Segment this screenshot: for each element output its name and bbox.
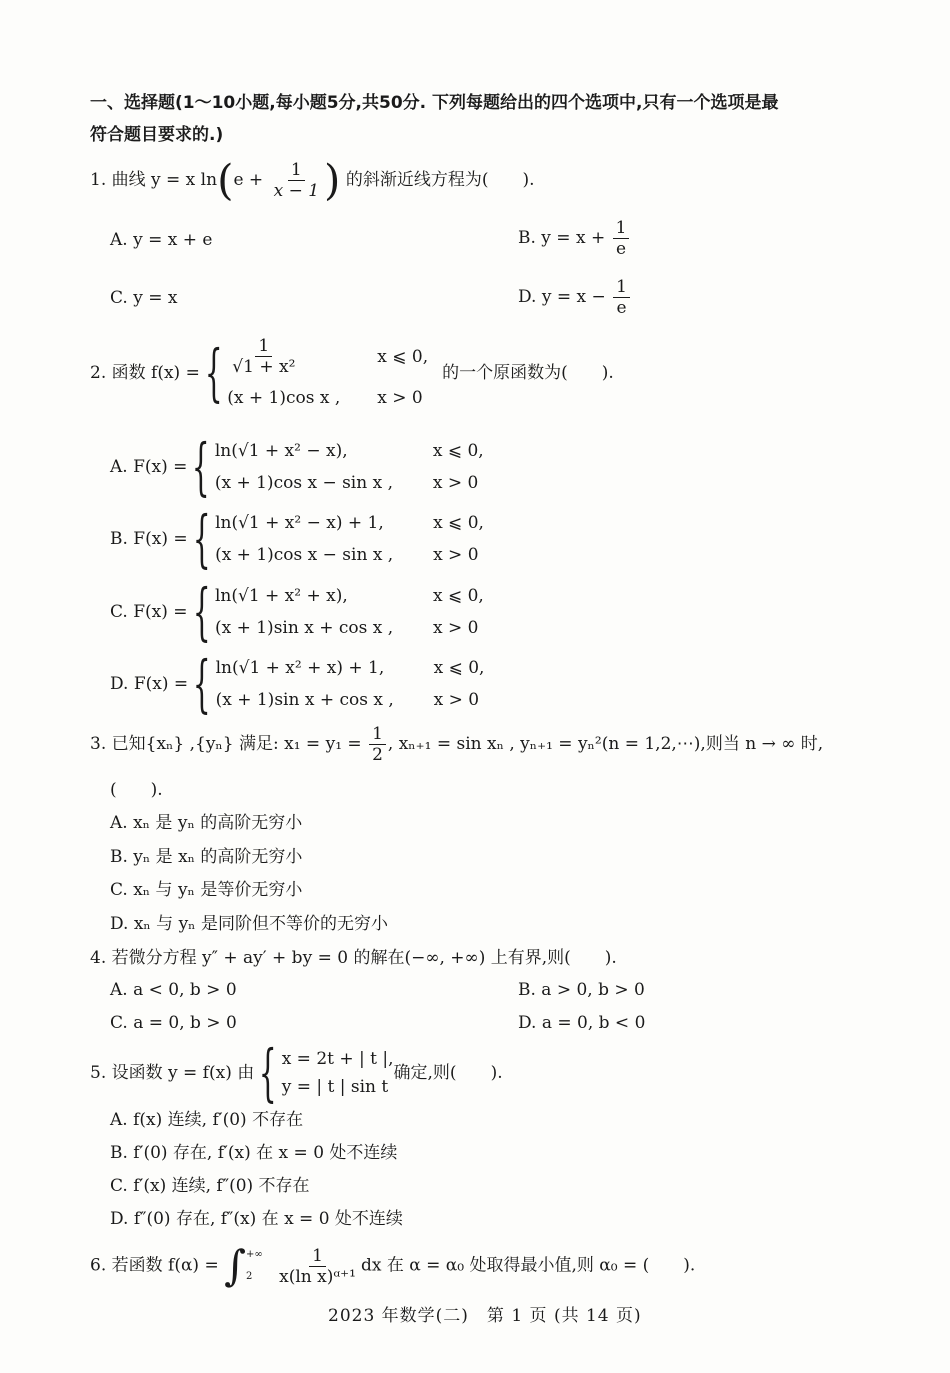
q2-cond1: x ⩽ 0,	[377, 347, 429, 367]
q3-prefix: 3. 已知{xₙ} ,{yₙ} 满足: x₁ = y₁ =	[90, 734, 362, 754]
q5-row1: x = 2t + | t |,	[281, 1049, 394, 1069]
q1-d-den: e	[616, 298, 627, 318]
q2-prefix: 2. 函数 f(x) =	[90, 362, 200, 383]
q4-option-c: C. a = 0, b > 0	[110, 1013, 237, 1033]
q6-suffix: dx 在 α = α₀ 处取得最小值,则 α₀ = ( ).	[360, 1255, 696, 1276]
q1-option-d	[518, 277, 632, 318]
q5-prefix: 5. 设函数 y = f(x) 由	[90, 1063, 255, 1083]
q1-num: 1	[288, 160, 305, 181]
q3-fraction	[369, 724, 386, 765]
question-5: 5. 设函数 y = f(x) 由 { x = 2t + | t |, y = | t | sin t 确定,则( ).	[90, 1036, 503, 1109]
q3-option-a: A. xₙ 是 yₙ 的高阶无穷小	[110, 813, 303, 833]
brace: {	[204, 335, 223, 409]
q2-fraction	[229, 336, 298, 377]
q1-d-fraction	[613, 277, 630, 318]
question-4: 4. 若微分方程 y″ + ay′ + by = 0 的解在(−∞, +∞) 上有界,则( ).	[90, 948, 617, 968]
q4-option-b: B. a > 0, b > 0	[518, 980, 645, 1000]
question-1: 1. 曲线 y = x ln(e + $\frac{1}{x - 1}$ ) 的斜渐近线方程为( ).	[90, 155, 535, 205]
q1-d-num: 1	[613, 277, 630, 298]
row2: (x + 1)sin x + cos x ,	[214, 618, 394, 638]
q5-option-a: A. f(x) 连续, f′(0) 不存在	[110, 1110, 304, 1130]
question-2	[90, 336, 614, 409]
cond1: x ⩽ 0,	[433, 658, 485, 678]
row1: ln(√1 + x² − x) + 1,	[215, 513, 384, 533]
q6-num: 1	[309, 1246, 326, 1267]
q1-option-c: C. y = x	[110, 288, 178, 308]
q1-suffix: 的斜渐近线方程为( ).	[345, 170, 535, 190]
question-6	[90, 1241, 696, 1290]
option-label: C. F(x) =	[110, 602, 188, 622]
option-label: A. F(x) =	[110, 457, 188, 477]
row1: ln(√1 + x² + x),	[214, 586, 348, 606]
q2-option-b: B. F(x) = { ln(√1 + x² − x) + 1, x ⩽ 0, (x + 1)cos x − sin x , x > 0	[110, 502, 484, 575]
q1-b-fraction	[613, 218, 630, 259]
q6-fraction	[276, 1246, 359, 1287]
cond2: x > 0	[433, 690, 480, 710]
option-label: D. F(x) =	[110, 674, 189, 694]
q2-option-c: C. F(x) = { ln(√1 + x² + x), x ⩽ 0, (x + 1)sin x + cos x , x > 0	[110, 575, 484, 648]
page-footer: 2023 年数学(二) 第 1 页 (共 14 页)	[328, 1306, 642, 1326]
q6-lower: 2	[246, 1271, 253, 1282]
q5-suffix: 确定,则( ).	[393, 1063, 503, 1083]
q2-option-d: D. F(x) = { ln(√1 + x² + x) + 1, x ⩽ 0, (x + 1)sin x + cos x , x > 0	[110, 647, 485, 720]
q6-den: x(ln x)ᵅ⁺¹	[279, 1266, 356, 1287]
q2-num: 1	[255, 336, 272, 357]
q2-cond2: x > 0	[377, 388, 423, 408]
q3-option-b: B. yₙ 是 xₙ 的高阶无穷小	[110, 847, 303, 867]
q1-b-num: 1	[613, 218, 630, 239]
q4-option-d: D. a = 0, b < 0	[518, 1013, 646, 1033]
cond1: x ⩽ 0,	[432, 586, 484, 606]
q1-b-prefix: B. y = x +	[518, 228, 606, 248]
q1-den: x − 1	[273, 181, 320, 201]
q3-suffix: , xₙ₊₁ = sin xₙ , yₙ₊₁ = yₙ²(n = 1,2,⋯),则当 n → ∞ 时,	[387, 734, 824, 754]
q1-b-den: e	[615, 239, 627, 259]
q6-upper: +∞	[246, 1249, 263, 1260]
cond2: x > 0	[433, 545, 479, 565]
row1: ln(√1 + x² + x) + 1,	[215, 658, 385, 678]
row2: (x + 1)cos x − sin x ,	[214, 473, 393, 493]
question-3	[90, 724, 823, 765]
q6-prefix: 6. 若函数 f(α) =	[90, 1255, 219, 1276]
section-header-line1: 一、选择题(1～10小题,每小题5分,共50分. 下列每题给出的四个选项中,只有一个选项是最	[90, 93, 779, 113]
row2: (x + 1)sin x + cos x ,	[215, 690, 394, 710]
q5-option-c: C. f′(x) 连续, f″(0) 不存在	[110, 1176, 310, 1196]
q2-suffix: 的一个原函数为( ).	[442, 362, 614, 383]
cond2: x > 0	[432, 618, 479, 638]
q1-d-prefix: D. y = x −	[518, 287, 606, 307]
q1-option-b	[518, 218, 631, 259]
q3-den: 2	[372, 745, 383, 765]
q3-num: 1	[369, 724, 386, 745]
q1-prefix: 1. 曲线 y = x ln	[90, 170, 218, 190]
cond1: x ⩽ 0,	[433, 513, 484, 533]
cond1: x ⩽ 0,	[432, 441, 484, 461]
q5-row2: y = | t | sin t	[281, 1077, 389, 1097]
q1-option-a: A. y = x + e	[110, 230, 213, 250]
q5-option-b: B. f′(0) 存在, f′(x) 在 x = 0 处不连续	[110, 1143, 398, 1163]
row1: ln(√1 + x² − x),	[214, 441, 348, 461]
row2: (x + 1)cos x − sin x ,	[215, 545, 394, 565]
q3-option-c: C. xₙ 与 yₙ 是等价无穷小	[110, 880, 303, 900]
q3-blank: ( ).	[110, 780, 163, 800]
option-label: B. F(x) =	[110, 529, 188, 549]
q4-option-a: A. a < 0, b > 0	[110, 980, 237, 1000]
q2-row2: (x + 1)cos x ,	[227, 388, 341, 408]
q1-fraction	[271, 160, 322, 201]
integral-sign: ∫	[224, 1241, 247, 1290]
q3-option-d: D. xₙ 与 yₙ 是同阶但不等价的无穷小	[110, 914, 388, 934]
q1-e: e +	[233, 170, 264, 190]
q2-den: √1 + x²	[232, 357, 296, 377]
section-header-line2: 符合题目要求的.)	[90, 125, 224, 145]
q2-option-a: A. F(x) = { ln(√1 + x² − x), x ⩽ 0, (x + 1)cos x − sin x , x > 0	[110, 430, 484, 503]
q5-option-d: D. f″(0) 存在, f″(x) 在 x = 0 处不连续	[110, 1209, 403, 1229]
cond2: x > 0	[432, 473, 479, 493]
